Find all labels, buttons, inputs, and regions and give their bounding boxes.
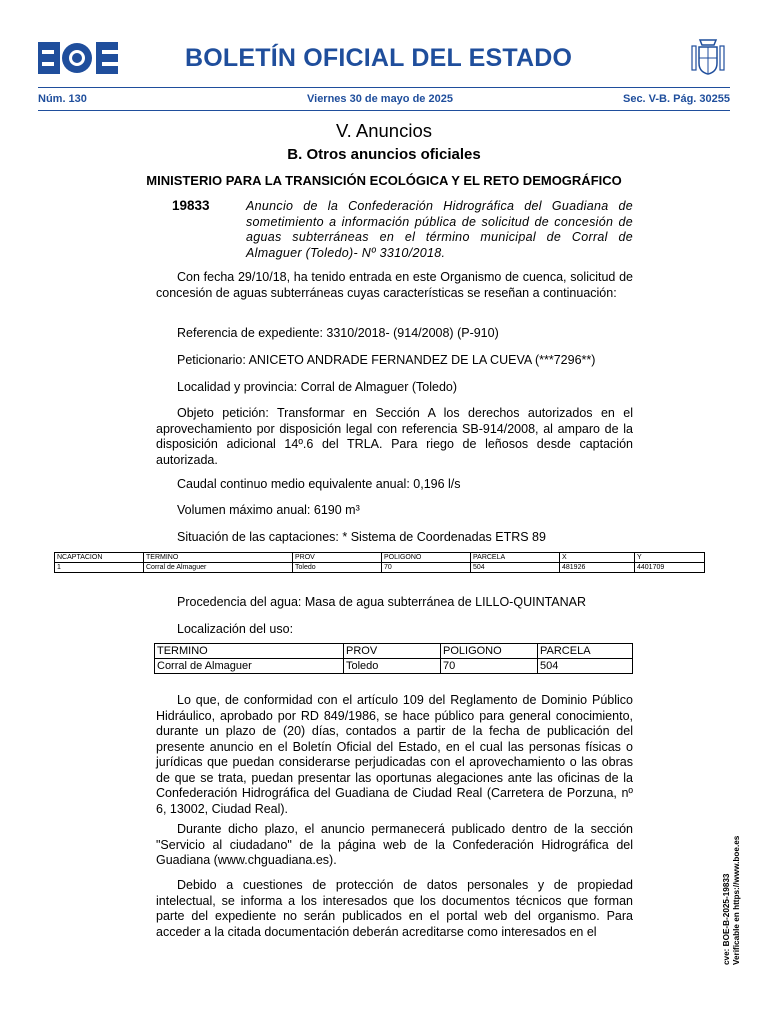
announcement-title: Anuncio de la Confederación Hidrográfica del Guadiana de sometimiento a información pública de solicitud de concesión de aguas subterráneas en el término municipal de Corral de Almaguer (Toledo)- Nº 3310/2018. [246,199,633,260]
table-cell: 504 [538,659,633,674]
object-text: Objeto petición: Transformar en Sección A los derechos autorizados en el aprovechamiento por disposición legal con referencia SB-914/2008, al amparo de la disposición adicional 14º.6 del TRLA. Para riego de leñosos desde captación autorizada. [156,406,633,467]
table-cell: 481926 [560,563,635,573]
table-row [55,563,705,573]
table-cell: Corral de Almaguer [144,563,293,573]
legal-paragraph [156,693,633,817]
table-row [155,659,633,674]
table-header-cell: POLIGONO [441,644,538,659]
table-header-cell: TERMINO [144,553,293,563]
cve-code: cve: BOE-B-2025-19833 [722,873,731,965]
flow-line: Caudal continuo medio equivalente anual: 0,196 l/s [177,477,461,491]
use-table [154,643,633,674]
table-header-cell: PARCELA [538,644,633,659]
header-rule-bottom [38,110,730,111]
petitioner-line: Peticionario: ANICETO ANDRADE FERNANDEZ DE LA CUEVA (***7296**) [177,353,596,367]
header-rule-top [38,87,730,88]
table-cell: 504 [471,563,560,573]
table-cell: Toledo [344,659,441,674]
website-paragraph [156,822,633,869]
table-header-cell: POLIGONO [382,553,471,563]
issue-date: Viernes 30 de mayo de 2025 [307,93,453,105]
use-location-label: Localización del uso: [177,622,294,636]
table-header-cell: X [560,553,635,563]
table-header-cell: TERMINO [155,644,344,659]
table-header-row [155,644,633,659]
table-cell: 70 [441,659,538,674]
legal-text: Lo que, de conformidad con el artículo 109 del Reglamento de Dominio Público Hidráulico, aprobado por RD 849/1986, se hace público para general conocimiento, durante un plazo de (20) días, contados a partir de la fecha de publicación del presente anuncio en el Boletín Oficial del Estado, en el cual las personas físicas o jurídicas que puedan considerarse perjudicadas con el aprovechamiento o las obras de que se trata, puedan presentar las oportunas alegaciones ante las oficinas de la Confederación Hidrográfica del Guadiana de Ciudad Real (Carretera de Porzuna, nº 6, 13002, Ciudad Real). [156,693,633,816]
reference-line: Referencia de expediente: 3310/2018- (914/2008) (P-910) [177,326,499,340]
table-cell: 4401709 [635,563,705,573]
table-cell: Corral de Almaguer [155,659,344,674]
table-header-cell: NCAPTACION [55,553,144,563]
capture-table [54,552,705,573]
data-protection-paragraph [156,878,633,940]
spain-coat-of-arms-icon [688,36,728,78]
table-cell: 1 [55,563,144,573]
situation-line: Situación de las captaciones: * Sistema de Coordenadas ETRS 89 [177,530,546,544]
table-header-cell: PROV [293,553,382,563]
issue-number: Núm. 130 [38,93,87,105]
data-protection-text: Debido a cuestiones de protección de datos personales y de propiedad intelectual, se informa a los interesados que los documentos técnicos que forman parte del expediente no serán publicados en el portal web del organismo. Para acceder a la citada documentación deberán acreditarse como interesados en el [156,878,633,939]
section-title: V. Anuncios [335,120,432,141]
bulletin-title: BOLETÍN OFICIAL DEL ESTADO [185,44,573,72]
origin-line: Procedencia del agua: Masa de agua subterránea de LILLO-QUINTANAR [177,595,587,609]
ministry-heading: MINISTERIO PARA LA TRANSICIÓN ECOLÓGICA Y EL RETO DEMOGRÁFICO [146,173,622,188]
volume-line: Volumen máximo anual: 6190 m³ [177,503,360,517]
table-header-cell: Y [635,553,705,563]
intro-paragraph [156,270,633,301]
boe-logo [38,42,118,74]
locality-line: Localidad y provincia: Corral de Almaguer (Toledo) [177,380,458,394]
section-page: Sec. V-B. Pág. 30255 [622,93,730,105]
table-header-cell: PARCELA [471,553,560,563]
cve-stamp [722,836,742,965]
table-header-row [55,553,705,563]
verify-url: Verificable en https://www.boe.es [732,835,741,965]
table-header-cell: PROV [344,644,441,659]
announcement-number: 19833 [172,198,210,213]
table-cell: 70 [382,563,471,573]
section-subtitle: B. Otros anuncios oficiales [287,146,481,163]
object-paragraph [156,406,633,468]
table-cell: Toledo [293,563,382,573]
website-text: Durante dicho plazo, el anuncio permanecerá publicado dentro de la sección "Servicio al ciudadano" de la página web de la Confederación Hidrográfica del Guadiana (www.chguadiana.es). [156,822,633,867]
intro-text: Con fecha 29/10/18, ha tenido entrada en este Organismo de cuenca, solicitud de concesión de aguas subterráneas cuyas características se reseñan a continuación: [156,270,633,300]
